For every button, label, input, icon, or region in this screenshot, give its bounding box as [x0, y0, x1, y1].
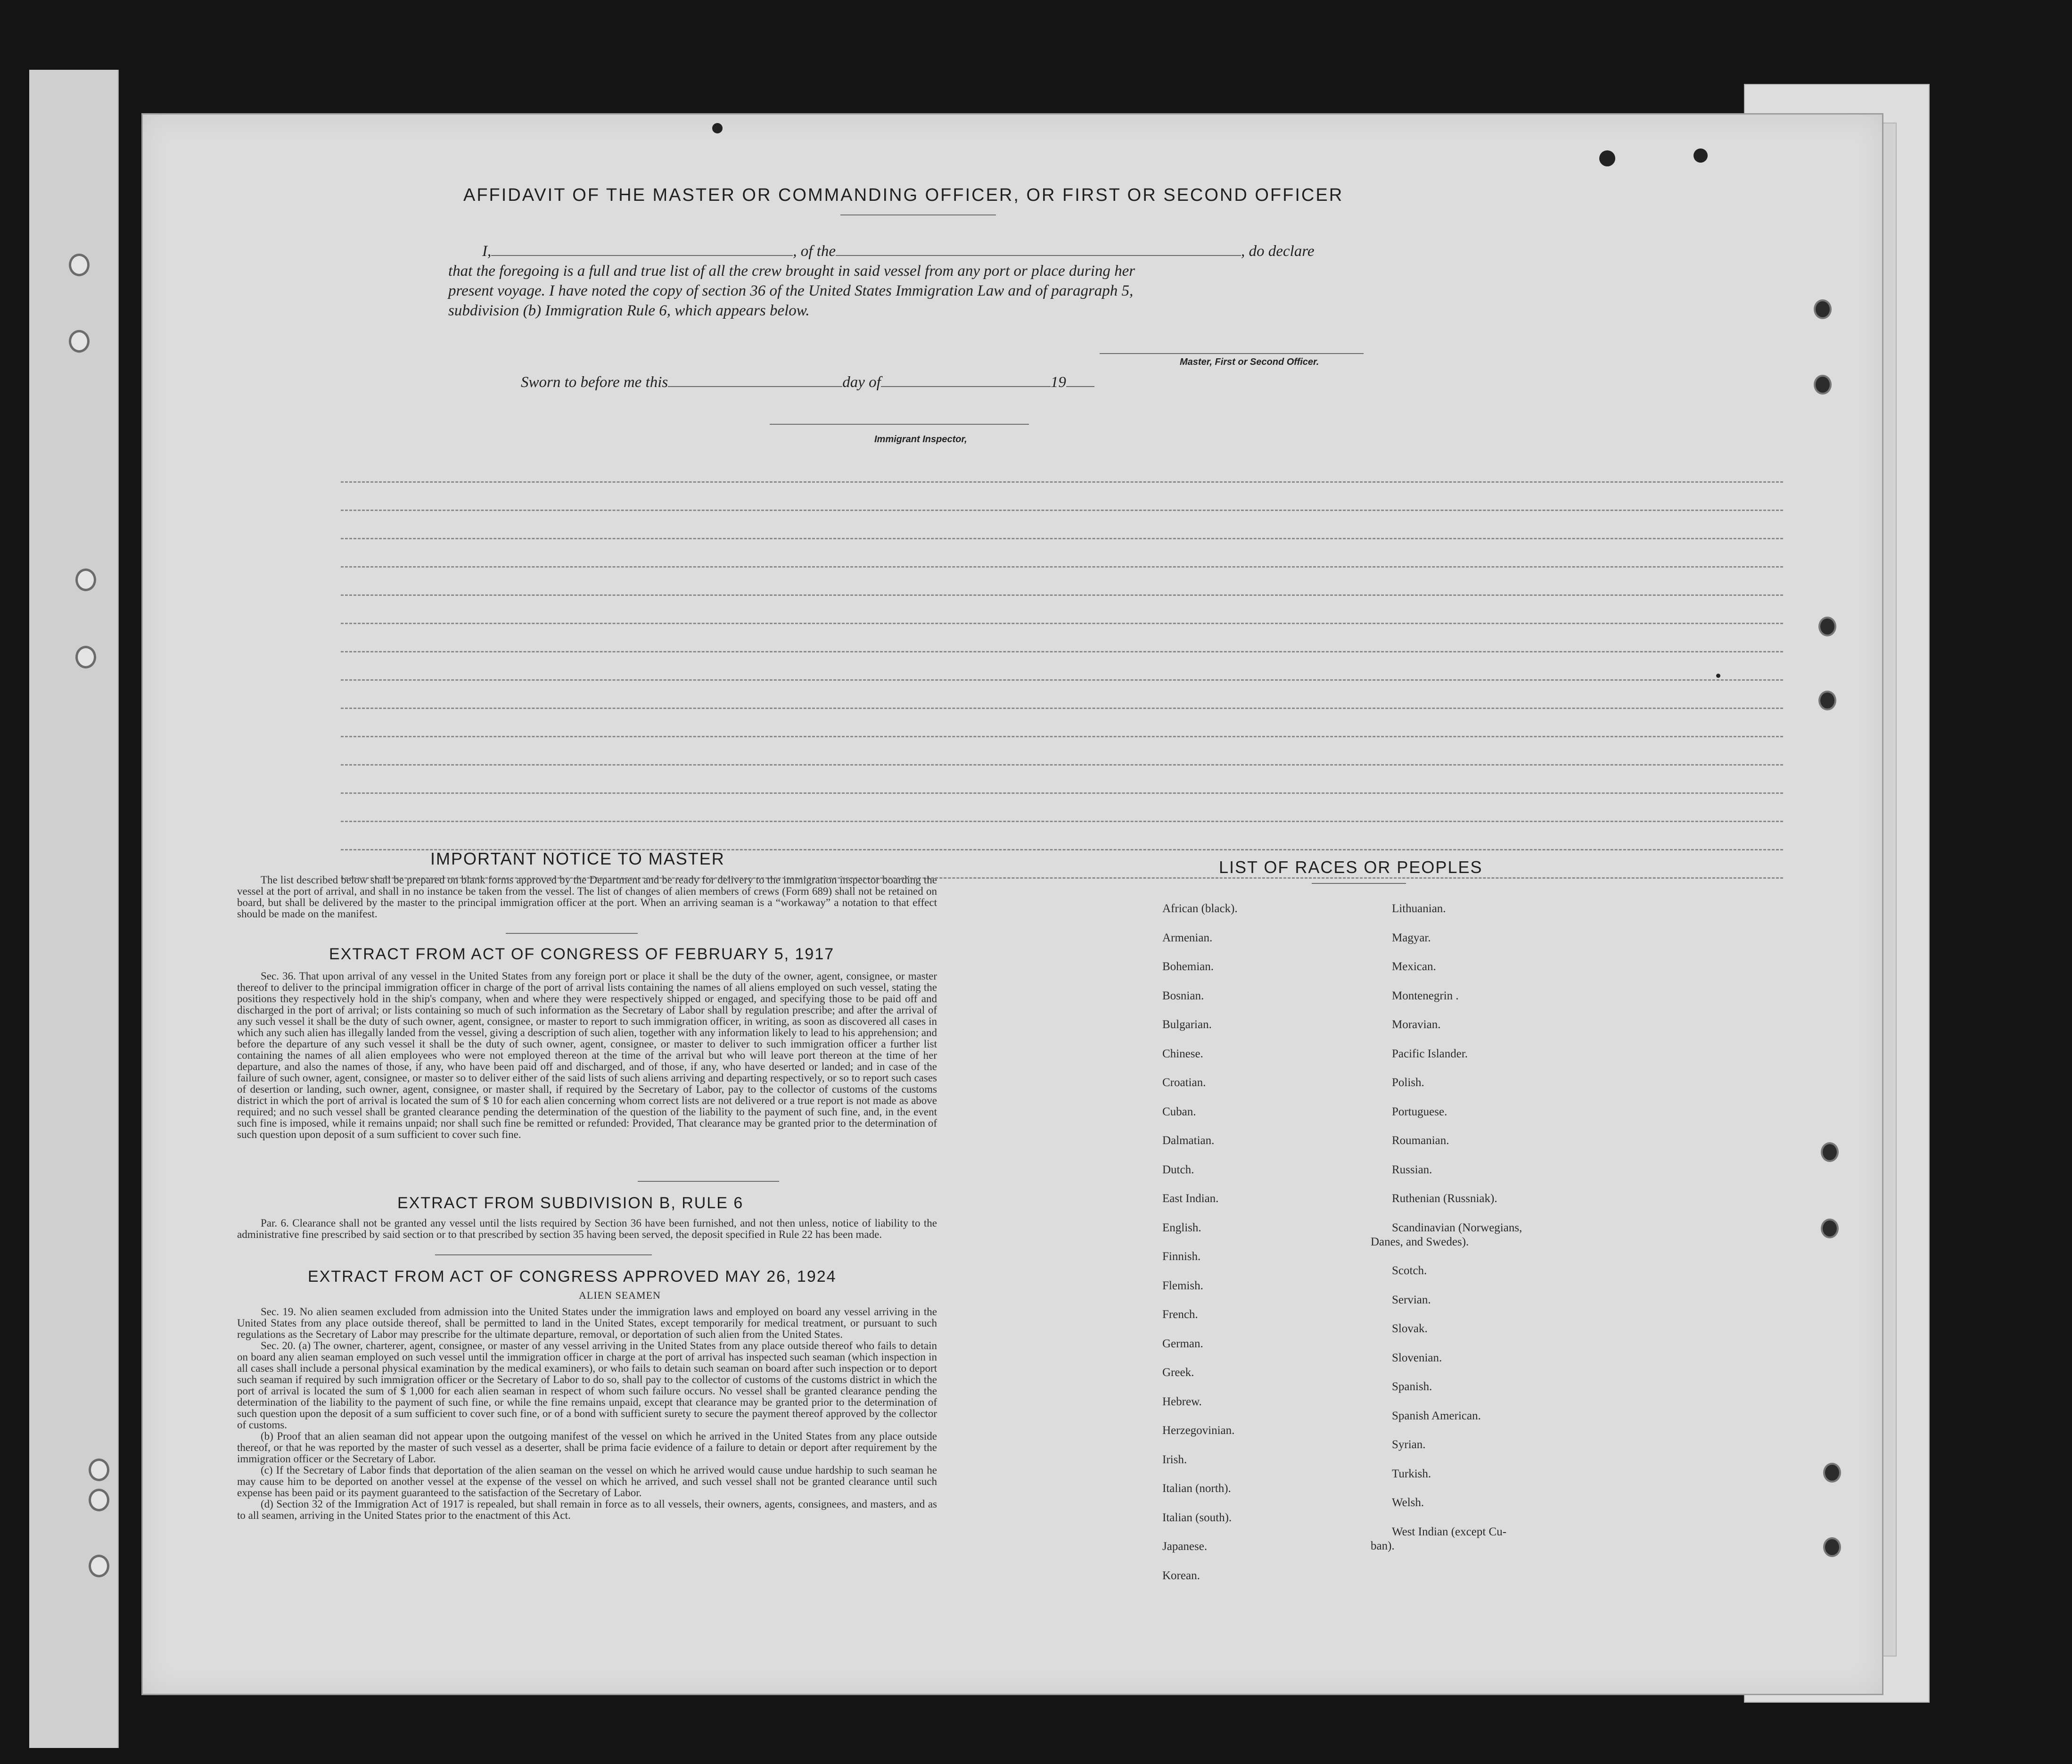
race-item: Herzegovinian. [1162, 1424, 1235, 1437]
race-item: Bohemian. [1162, 960, 1214, 973]
race-item: Dalmatian. [1162, 1134, 1215, 1147]
signature-line [1100, 353, 1364, 354]
speck [1599, 150, 1615, 166]
document-page [141, 113, 1883, 1695]
race-item: Greek. [1162, 1366, 1194, 1379]
race-item: German. [1162, 1337, 1203, 1350]
affidavit-i: I, [482, 243, 492, 260]
race-item: Mexican. [1392, 960, 1436, 973]
faint-rule [341, 538, 1783, 539]
affidavit-of-the: , of the [793, 243, 836, 260]
sworn-text: Sworn to before me this [521, 374, 668, 391]
alien-seamen-subtitle: ALIEN SEAMEN [579, 1289, 661, 1301]
binder-hole [89, 1489, 109, 1511]
punch-hole [1821, 1219, 1839, 1238]
section-20d-paragraph: (d) Section 32 of the Immigration Act of 1917 is repealed, but shall remain in force as to all vessels, their owners, agents, consignees, and masters, and as to all seamen, arriving in the United States prior to the enactment of this Act. [237, 1498, 937, 1521]
race-item: Montenegrin . [1392, 989, 1459, 1002]
name-blank [491, 255, 793, 256]
race-item: Portuguese. [1392, 1105, 1447, 1118]
faint-rule [341, 566, 1783, 568]
paragraph-6: Par. 6. Clearance shall not be granted any vessel until the lists required by Section 36 have been furnished, and not then unless, notice of liability to the administrative fine prescribed by said section or to that prescribed by section 35 having been served, the deposit specified in Rule 22 has been made. [237, 1217, 937, 1240]
faint-rule [341, 651, 1783, 652]
race-item: Roumanian. [1392, 1134, 1449, 1147]
inspector-caption: Immigrant Inspector, [874, 434, 967, 445]
races-title-rule [1312, 883, 1406, 884]
notice-rule [506, 933, 638, 934]
binder-hole [75, 569, 96, 591]
binder-hole [89, 1459, 109, 1481]
punch-hole [1818, 691, 1836, 710]
faint-rule [341, 481, 1783, 483]
race-item: Bosnian. [1162, 989, 1204, 1002]
extract-1924-title: EXTRACT FROM ACT OF CONGRESS APPROVED MAY 26, 1924 [308, 1268, 837, 1286]
affidavit-line-3: present voyage. I have noted the copy of section 36 of the United States Immigration Law and of paragraph 5, [448, 282, 1134, 299]
faint-rule [341, 623, 1783, 624]
affidavit-line-4: subdivision (b) Immigration Rule 6, which appears below. [448, 302, 810, 319]
race-item: Danes, and Swedes). [1371, 1235, 1469, 1248]
section-20a-paragraph: Sec. 20. (a) The owner, charterer, agent, consignee, or master of any vessel arriving in the United States from any place outside thereof who fails to detain on board any alien seaman employed on such vessel until the immigration officer in charge at the port of arrival has inspected such seaman (which inspection in all cases shall include a personal physical examination by the medical examiners), or who fails to detain such seaman on board after such inspection or to deport such seaman if required by such immigration officer or the Secretary of Labor to do so, shall pay to the collector of customs of the customs district in which the port of arrival is located the sum of $ 1,000 for each alien seaman in respect of whom such failure occurs. No vessel shall be granted clearance pending the determination of the liability to the payment of such fine, or while the fine remains unpaid, except that clearance may be granted prior to the determination of such question upon the deposit of a sum sufficient to cover such fine, or of a bond with sufficient surety to secure the payment thereof approved by the collector of customs. [237, 1340, 937, 1431]
extract-1917-rule [638, 1181, 779, 1182]
title-rule [840, 214, 996, 215]
faint-rule [341, 679, 1783, 681]
race-item: Turkish. [1392, 1467, 1431, 1480]
race-item: Spanish American. [1392, 1409, 1481, 1422]
speck [712, 123, 723, 133]
race-item: Syrian. [1392, 1438, 1426, 1451]
race-item: Scotch. [1392, 1264, 1427, 1277]
races-title: LIST OF RACES OR PEOPLES [1219, 857, 1483, 877]
race-item: Polish. [1392, 1076, 1424, 1089]
race-item: Bulgarian. [1162, 1018, 1212, 1031]
month-blank [881, 386, 1051, 387]
race-item: Slovak. [1392, 1322, 1428, 1335]
extract-rule6-title: EXTRACT FROM SUBDIVISION B, RULE 6 [397, 1194, 744, 1212]
day-blank [668, 386, 842, 387]
extract-1917-title: EXTRACT FROM ACT OF CONGRESS OF FEBRUARY 5, 1917 [329, 945, 835, 963]
punch-hole [1821, 1142, 1839, 1162]
race-item: Magyar. [1392, 931, 1431, 944]
punch-hole [1818, 617, 1836, 636]
race-item: Croatian. [1162, 1076, 1206, 1089]
race-item: Flemish. [1162, 1279, 1203, 1292]
race-item: Chinese. [1162, 1047, 1203, 1060]
affidavit-line-1 [482, 243, 1314, 260]
punch-hole [1823, 1537, 1841, 1557]
inspector-line [770, 424, 1029, 425]
race-item: Scandinavian (Norwegians, [1392, 1221, 1522, 1234]
faint-rule [341, 708, 1783, 709]
extract-1924-text [237, 1306, 937, 1521]
binding-strip [29, 70, 119, 1748]
race-item: Lithuanian. [1392, 902, 1446, 915]
race-item: East Indian. [1162, 1192, 1219, 1205]
race-item: Ruthenian (Russniak). [1392, 1192, 1497, 1205]
race-item: French. [1162, 1308, 1198, 1321]
race-item: ban). [1371, 1539, 1395, 1552]
section-19-paragraph: Sec. 19. No alien seamen excluded from admission into the United States under the immigration laws and employed on board any vessel arriving in the United States from any place outside thereof, shall be permitted to land in the United States, except temporarily for medical treatment, or pursuant to such regulations as the Secretary of Labor may prescribe for the ultimate departure, removal, or deportation of such alien from the United States. [237, 1306, 937, 1340]
race-item: Japanese. [1162, 1540, 1208, 1553]
extract-rule6-text [237, 1218, 937, 1240]
sworn-line [521, 374, 1094, 391]
faint-rule [341, 594, 1783, 596]
race-item: English. [1162, 1221, 1201, 1234]
race-item: Servian. [1392, 1293, 1431, 1306]
race-item: Irish. [1162, 1453, 1187, 1466]
year-blank [1066, 386, 1094, 387]
section-36-paragraph: Sec. 36. That upon arrival of any vessel in the United States from any foreign port or place it shall be the duty of the owner, agent, consignee, or master thereof to deliver to the principal immigration officer in charge of the port of arrival lists containing the names of all aliens employed on such vessel, stating the positions they respectively hold in the ship's company, when and where they were respectively shipped or engaged, and specifying those to be paid off and discharged in the port of arrival; or lists containing so much of such information as the Secretary of Labor shall by regulation prescribe; and after the arrival of any such vessel it shall be the duty of such owner, agent, consignee, or master to report to such immigration officer, in writing, as soon as discovered all cases in which any such alien has illegally landed from the vessel, giving a description of such alien, together with any information likely to lead to his apprehension; and before the departure of any such vessel it shall be the duty of such owner, agent, consignee, or master to deliver to such immigration officer a further list containing the names of all alien employees who were not employed thereon at the time of the arrival but who will leave port thereon at the time of her departure, and also the names of those, if any, who have been paid off and discharged, and of those, if any, who have deserted or landed; and in case of the failure of such owner, agent, consignee, or master so to deliver either of the said lists of such aliens arriving and departing respectively, or so to report such cases of desertion or landing, such owner, agent, consignee, or master shall, if required by the Secretary of Labor, pay to the collector of customs of the customs district in which the port of arrival is located the sum of $ 10 for each alien concerning whom correct lists are not delivered or a true report is not made as above required; and no such vessel shall be granted clearance pending the determination of the question of the liability to the payment of such fine, and, in the event such fine is imposed, while it remains unpaid; nor shall such fine be remitted or refunded: Provided, That clearance may be granted prior to the determination of such question upon deposit of a sum sufficient to cover such fine. [237, 970, 937, 1140]
race-item: West Indian (except Cu- [1392, 1525, 1507, 1538]
faint-rule [341, 510, 1783, 511]
notice-title: IMPORTANT NOTICE TO MASTER [430, 849, 725, 868]
sworn-day-of: day of [842, 374, 881, 391]
notice-text [237, 874, 937, 920]
extract-rule6-rule [435, 1254, 652, 1255]
punch-hole [1823, 1463, 1841, 1483]
race-item: Finnish. [1162, 1250, 1201, 1263]
affidavit-line-2: that the foregoing is a full and true list of all the crew brought in said vessel from any port or place during her [448, 263, 1135, 280]
faint-rule [341, 764, 1783, 766]
race-item: African (black). [1162, 902, 1238, 915]
race-item: Pacific Islander. [1392, 1047, 1468, 1060]
race-item: Moravian. [1392, 1018, 1441, 1031]
race-item: Slovenian. [1392, 1351, 1442, 1364]
binder-hole [75, 646, 96, 668]
race-item: Russian. [1392, 1163, 1432, 1176]
speck [1716, 674, 1720, 678]
notice-paragraph: The list described below shall be prepared on blank forms approved by the Department and be ready for delivery to the immigration inspector boarding the vessel at the port of arrival, and shall in no instance be taken from the vessel. The list of changes of alien members of crews (Form 689) shall not be retained on board, but shall be delivered by the master to the principal immigration officer at the port. When an arriving seaman is a “workaway” a notation to that effect should be made on the manifest. [237, 874, 937, 920]
binder-hole [69, 254, 90, 276]
race-item: Hebrew. [1162, 1395, 1202, 1408]
race-item: Italian (north). [1162, 1482, 1231, 1495]
section-20c-paragraph: (c) If the Secretary of Labor finds that deportation of the alien seaman on the vessel on which he arrived would cause undue hardship to such seaman he may cause him to be deported on another vessel at the expense of the vessel on which he arrived, and such vessel shall not be granted clearance until such expense has been paid or its payment guaranteed to the satisfaction of the Secretary of Labor. [237, 1464, 937, 1499]
affidavit-title: AFFIDAVIT OF THE MASTER OR COMMANDING OFFICER, OR FIRST OR SECOND OFFICER [463, 185, 1344, 205]
sworn-year: 19 [1050, 374, 1066, 391]
vessel-blank [836, 255, 1241, 256]
faint-rule [341, 736, 1783, 737]
punch-hole [1814, 299, 1832, 319]
race-item: Italian (south). [1162, 1511, 1232, 1524]
punch-hole [1814, 375, 1832, 395]
extract-1917-text [237, 971, 937, 1140]
race-item: Dutch. [1162, 1163, 1194, 1176]
race-item: Spanish. [1392, 1380, 1432, 1393]
section-20b-paragraph: (b) Proof that an alien seaman did not appear upon the outgoing manifest of the vessel on which he arrived in the United States from any place outside thereof, or that he was reported by the master of such vessel as a deserter, shall be prima facie evidence of a failure to detain or deport after requirement by the immigration officer or the Secretary of Labor. [237, 1430, 937, 1465]
race-item: Armenian. [1162, 931, 1213, 944]
binder-hole [69, 330, 90, 353]
race-item: Cuban. [1162, 1105, 1196, 1118]
faint-rule [341, 792, 1783, 794]
affidavit-declare: , do declare [1241, 243, 1315, 260]
binder-hole [89, 1555, 109, 1577]
signature-caption: Master, First or Second Officer. [1180, 357, 1319, 367]
speck [1694, 148, 1708, 163]
race-item: Welsh. [1392, 1496, 1424, 1509]
faint-rule [341, 821, 1783, 822]
race-item: Korean. [1162, 1569, 1200, 1582]
